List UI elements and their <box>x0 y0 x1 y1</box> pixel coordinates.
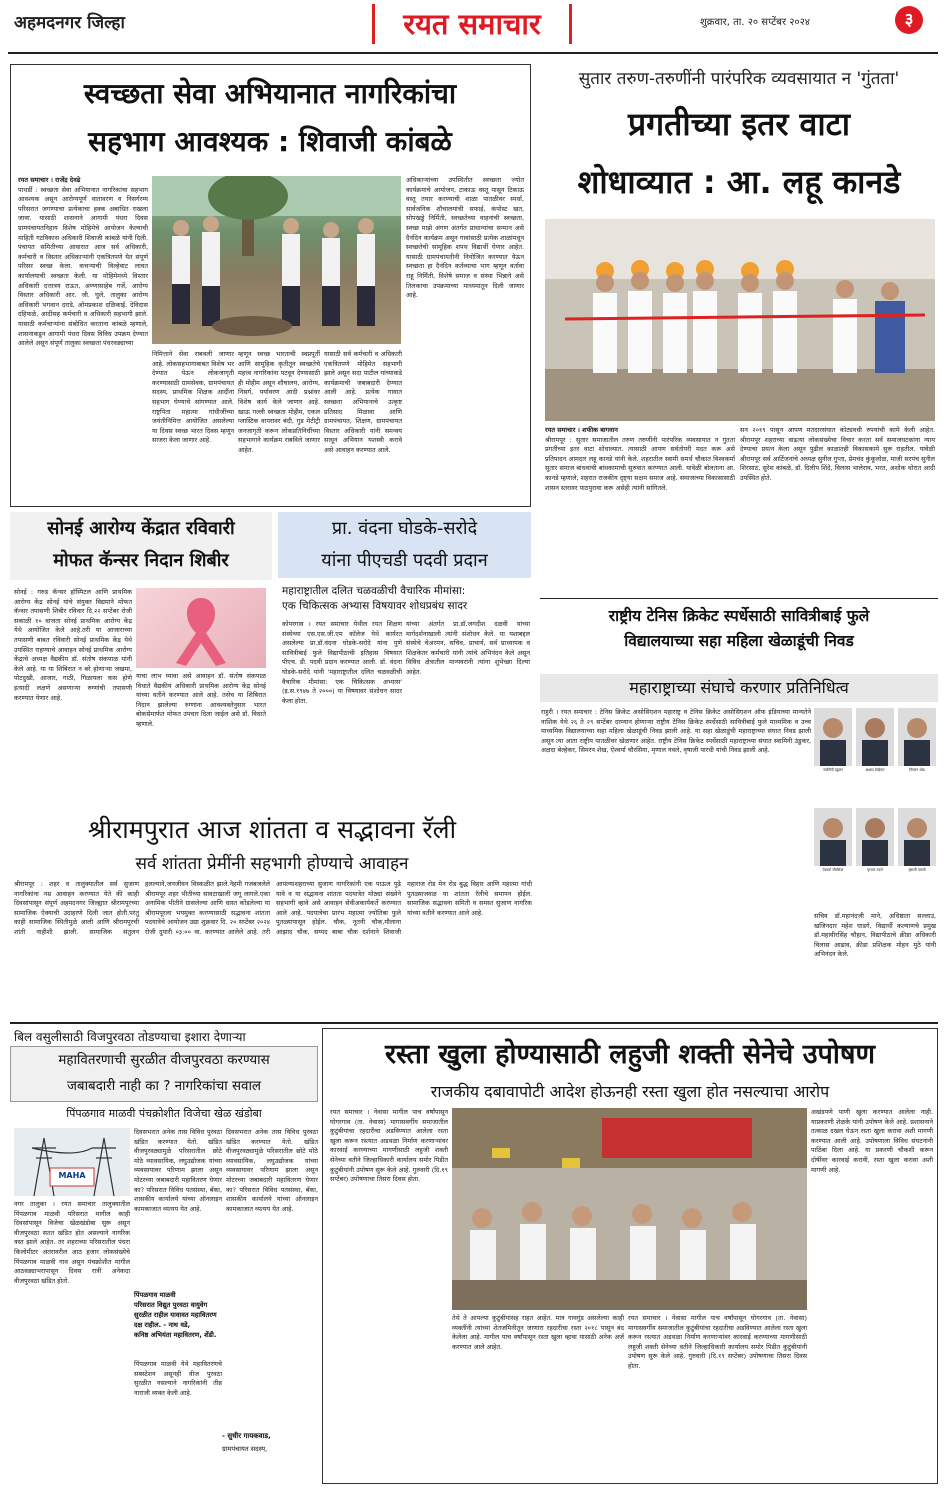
body-text: श्रीरामपूर : सुतार समाजातील तरुण तरुणींनी पारंपरिक व्यवसायात न गुंतता प्रगतीच्या इतर वाटा शोधाव्यात. त्यासाठी आपण सर्वतोपरी मदत करू असे प्रतिपादन आमदार लहू कानडे यांनी केले. शहरातील स्वामी समर्थ चौकात विश्वकर्मा सुतार समाज बांधवांची बांधकामाची सुरुवात करण्यात आली. यावेळी बोलताना आ. कानडे म्हणाले, शहरात राजकीय दृष्ट्या सक्षम समाज आहे. समाजाच्या विकासासाठी शासन स्तरावर पाठपुरावा करू असेही त्यांनी सांगितले. <box>545 435 735 492</box>
sonai-title-1: सोनई आरोग्य केंद्रात रविवारी <box>47 518 235 539</box>
lahuji-col1: रयत समाचार । नेवासा मागील पाच वर्षांपासून घोगरगाव (ता. नेवासा) मागासवर्गीय समाजातील कुटुंबीयांचा रहदारीचा अडविण्यात आलेला रस्ता खुला करून रस्त्यात अडथळा निर्माण करणाऱ्यांवर कारवाई करण्याच्या मागणीसाठी लहुजी शक्ती सेनेच्या वतीने जिल्हाधिकारी कार्यालय समोर पिडीत कुटुंबीयांनी उपोषण सुरू केले आहे. गुरुवारी (दि.१९ सप्टेंबर) उपोषणाचा तिसरा दिवस होता. <box>330 1108 448 1184</box>
article-kanade-kicker: सुतार तरुण-तरुणींनी पारंपरिक व्यवसायात न 'गुंतता' <box>578 69 900 89</box>
cleanup-photo-art <box>152 176 401 344</box>
player-name-6: वृषाली पारधी <box>908 868 926 872</box>
article-swachhata-title-1: स्वच्छता सेवा अभियानात नागरिकांचा <box>83 77 457 110</box>
phd-subtitle-2: एक चिकित्सक अभ्यास विषयावर शोधप्रबंध सादर <box>282 600 468 612</box>
power-quote <box>134 1290 222 1340</box>
paper-title: रयत समाचार <box>372 4 572 44</box>
rule <box>540 598 938 599</box>
rally-body: श्रीरामपूर : शहर व तालुक्यातील सर्व सुजाण नागरिकांना नम्र आवाहन करण्यात येते की काही दिवसांपासून संपूर्ण अहमदनगर जिल्ह्यात श्रीरामपूरच्या सामाजिक ऐक्याची उदाहरणे दिली जात होती.परंतु काही सामाजिक स्थितीमुळे आली आणि श्रीरामपूरची शांती नाहीशी झाली. सामाजिक संतुलन हलल्याने,जनजीवन विस्कळीत झाले.नेहमी गजबजलेले श्रीरामपूर शहर भीतीच्या सावटाखाली जगू लागले.एका अनामिक भीतीने ग्रासलेल्या आणि धास्त कोंडलेल्या या श्रीरामपूरला भयमुक्त करण्यासाठी सद्भावना शांतता पदयात्रेचे आयोजन उद्या शुक्रवार दि. २० सप्टेंबर २०२४ रोजी दुपारी ०३:०० वा. करण्यात आलेले आहे. तरी आपल्याशहराच्या सुजाण नागरिकांनी एक पाऊल पुढे यावे व या सद्भावना शांतता पदयात्रेत मोठ्या संख्येने सहभागी व्हावे असे आवाहन सेवीअकार्यकर्ते करण्यात आले आहे. पदयात्रेचा प्रारंभ महात्मा ज्योतिबा फुले पुतळ्यापासून होईल. चौक, नूतनी चौक,मौलाना आझाद चौक, सय्यद बाबा चौक दर्शनाने शिवाजी महाराज रोड मेन रोड बुद्ध विहार आणि महात्मा गांधी पुतळ्याजवळ या शांतता रॅलीचे समापन होईल. सामाजिक सद्भावना समिती व समस्त सुजाण नागरिक यांच्या वतीने करण्यात आले आहे. <box>14 880 532 936</box>
article-swachhata-col5: यासाठी सर्व कर्मचारी व अधिकारी एकत्रितपणे मोहिमेत सहभागी झाले असून सदा पाटील यांच्याकडे कार्यक्रमाची जबाबदारी देण्यात आली आहे. प्रत्येक गावात स्वच्छता अभियानाचे उत्कृष्ट प्रतिसाद मिळावा आणि ग्रामपंचायत, शिक्षण, ग्रामपंचायत विस्तार अधिकारी यांनी समन्वय साधून अभियान यशस्वी करावे असे आवाहन करण्यात आले. <box>324 350 402 454</box>
power-col3: पिंपळगाव माळवी येथे महावितरणचे सबस्टेशन असूनही वीज पुरवठा सुरळीत नसल्याने नागरिकांनी तीव्र नाराजी व्यक्त केली आहे. <box>134 1360 222 1397</box>
power-subtitle: पिंपळगाव माळवी पंचक्रोशीत विजेचा खेळ खंडोबा <box>66 1107 262 1120</box>
article-kanade-col1 <box>545 426 735 630</box>
quote-line-3: सुरळीत राहील यावावत महावितरण <box>134 1311 217 1319</box>
article-kanade-title-2: शोधाव्यात : आ. लहू कानडे <box>577 163 901 201</box>
page-number: ३ <box>895 6 923 34</box>
player-name-3: सिमरन शेख <box>909 768 925 772</box>
pylon-icon <box>14 1128 130 1196</box>
player-photos <box>814 708 936 908</box>
power-kicker: बिल वसुलीसाठी विजपुरवठा तोडण्याचा इशारा देणाऱ्या <box>14 1030 246 1044</box>
byline: रयत समाचार । राजेंद्र देवढे <box>18 176 81 184</box>
player-photo-2 <box>856 708 894 766</box>
body-text: पाथर्डी : स्वच्छता सेवा अभियानात नागरिकांचा सहभाग आवश्यक असून आरोग्यपूर्ण वातावरण व निसर्गरम्य परिसरात जगण्याचा प्रत्येकाचा हक्क अबाधित राखला जावा. यासाठी शासनाने आगामी पंधरा दिवस ग्रामपंचायतनिहाय विशेष मोहिमेचे आयोजन केल्याची माहिती गटविकास अधिकारी शिवाजी कांबळे यांनी दिली. पंचायत समितीच्या आवारात आज सर्व अधिकारी, कर्मचारी व विस्तार अधिकाऱ्यांनी एकत्रितपणे येत संपूर्ण परिसर स्वच्छ केला. कचऱ्याची विल्हेवाट लावत कार्यालयाची स्वच्छता केली. या मोहिमेमध्ये विस्तार अधिकारी दत्तात्रय राऊत, अण्णासाहेब गर्जे, आरोग्य विस्तार अधिकारी आर. जी. घुले, तालुका आरोग्य अधिकारी भगवान दराडे, ओमप्रकाश दळिकाई, देविदास दहिफळे, आदींसह कर्मचारी व अधिकारी सहभागी झाले. यासाठी कर्मचाऱ्यांना संबोधित करताना कांबळे म्हणाले, शासनाकडून आगामी पंधरा दिवस विविध उपक्रम देण्यात आलेले असून संपूर्ण तालुका स्वच्छता पंधरवड्याच्या <box>18 185 148 348</box>
tennis-body-2: सचिव डॉ.महानंदजी माने, अधिष्ठाता सल्लाउ, खजिनदार महेश घाडगे, विद्यार्थी कल्याणचे प्रमुख डॉ.महावीरसिंह चौहान, विद्यापीठाचे क्रीडा अधिकारी विलास आढाव, क्रीडा प्रशिक्षक मोहन मुठे यांनी अभिनंदन केले. <box>814 912 936 959</box>
rally-title: श्रीरामपुरात आज शांतता व सद्भावना रॅली <box>87 815 457 844</box>
lahuji-col3: रयत समाचार । नेवासा मागील पाच वर्षांपासून घोगरगाव (ता. नेवासा) मागासवर्गीय समाजातील कुटुंबीयांचा रहदारीचा अडविण्यात आलेला रस्ता खुला करून रस्त्यात अडथळा निर्माण करणाऱ्यांवर कारवाई करण्याच्या मागणीसाठी लहुजी शक्ती सेनेच्या वतीने जिल्हाधिकारी कार्यालय समोर पिडीत कुटुंबीयांनी उपोषण सुरू केले आहे. गुरुवारी (दि.१९ सप्टेंबर) उपोषणाचा तिसरा दिवस होता. <box>628 1314 807 1370</box>
phd-col1: कोपरगाव । रयत समाचार येथील रयत शिक्षण संस्थेच्या एस.एस.जी.एम कॉलेज येथे कार्यरत असलेल्या प्रा.डॉ.वंदना घोडके-सरोदे यांना पुणे सावित्रीबाई फुले विद्यापीठाची इतिहास विषयात पीएच. डी. पदवी प्रदान करण्यात आली. डॉ. वंदना घोडके-सरोदे यांनी 'महाराष्ट्रातील दलित चळवळीची वैचारिक मीमांसा: एक चिकित्सक अभ्यास' (इ.स.१९४७ ते २०००) या विषयावर संशोधन सादर केला होता. <box>282 620 402 705</box>
byline: रयत समाचार । शफीक बागवान <box>545 426 618 434</box>
article-kanade-col2: सन २०१९ पासून आपण मतदारसंघात कोट्यवधी रुपयांची कामे केली आहेत. श्रीरामपूर शहराच्या वाढत्या लोकसंख्येचा विचार करता सर्व समाजघटकांना न्याय देण्याचा प्रयत्न केला असून पुढील काळातही विकासकामे सुरू राहतील. यावेळी श्रीरामपूर सर्व आर्टिजनांचे अध्यक्ष सुनील गुप्ता, प्रेमचंद कुंकूलोळ, माजी सरपंच सुनील शिरसाठ, सुरेश कांबळे, डॉ. दिलीप शिंदे, विलास भालेराव, भरत, अशोक थोरात आदी उपस्थित होते. <box>740 426 935 482</box>
quote-line-5: कनिष्ठ अभियंता महावितरण, शेंडी. <box>134 1331 217 1339</box>
lahuji-title: रस्ता खुला होण्यासाठी लहुजी शक्ती सेनेचे उपोषण <box>385 1039 875 1070</box>
lahuji-col2: तेथे ते आपल्या कुटुंबीयांसह राहत आहेत. मात्र गावगुंड असलेल्या काही व्यक्तींनी त्यांच्या शेतजमिनीतून जाणारा रहदारीचा रस्ता २०१८ पासून बंद केलेला आहे. मागील पाच वर्षांपासून रस्ता खुला व्हावा यासाठी अनेक अर्ज करण्यात आले आहेत. <box>452 1314 624 1351</box>
tennis-title-2: विद्यालयाच्या सहा महिला खेळाडूंची निवड <box>624 632 854 650</box>
pink-ribbon-icon <box>136 588 266 668</box>
protest-photo-art <box>452 1108 807 1310</box>
quote-line-1: पिंपळगाव माळवी <box>134 1291 176 1299</box>
power-title-1: महावितरणाची सुरळीत वीजपुरवठा करण्यास <box>58 1053 270 1068</box>
district-label: अहमदनगर जिल्हा <box>14 13 125 33</box>
lahuji-col4: अखंडपणे पाणी खुला करण्यात आलेला नाही. याप्रकरणी शेळके यांनी उपोषण केले आहे. प्रशासनाने तत्काळ दखल घेऊन रस्ता खुला करावा अशी मागणी करण्यात आली आहे. उपोषणाला विविध संघटनांनी पाठिंबा दिला आहे. या प्रकरणी चौकशी करून दोषींवर कारवाई करावी, रस्ता खुला करावा अशी मागणी आहे. <box>811 1108 933 1174</box>
article-swachhata-col1 <box>18 176 148 498</box>
issue-date: शुक्रवार, ता. २० सप्टेंबर २०२४ <box>700 17 811 28</box>
cleanup-photo <box>152 176 401 344</box>
phd-title-1: प्रा. वंदना घोडके-सरोदे <box>331 518 478 539</box>
article-swachhata-col3: निमित्ताने सेवा राबवली जाणार आहे. लोकसहभागाबाबत विशेष भर देण्यात येऊन लोकजागृती करण्यासाठी ग्रामसेवक, ग्रामपंचायत सदस्य, प्राथमिक शिक्षक आदींना सहभाग घेण्याचे सांगण्यात आले. राष्ट्रपिता महात्मा गांधीजींच्या जयंतीनिमित्त आयोजित असलेल्या या दिवस स्वच्छ भारत दिवस म्हणून साजरा केला जाणार आहे. <box>152 350 234 445</box>
inauguration-photo-art <box>545 219 935 421</box>
rally-subtitle: सर्व शांतता प्रेमींनी सहभागी होण्याचे आवाहन <box>135 854 409 874</box>
power-sign-role: ग्रामपंचायत सदस्य, <box>222 1445 268 1453</box>
article-swachhata-col4: म्हणून स्वच्छ भारताची स्वप्नपूर्ती आणि सामूहिक कृतीतून स्वच्छतेचे महत्त्व नागरिकांना पटवून देण्यासाठी ही मोहीम असून शौचालय, आरोग्य, निसर्ग, पर्यावरण आदी प्रश्नांवर विशेष कार्य केले जाणार आहे. खाऊ गल्ली स्वच्छता मोहीम, एकल प्लास्टिक वापरावर बंदी, गुड मेटीट्री जनजागृती करून लोकप्रतिनिधींच्या सहभागाने कार्यक्रम राबविले जाणार आहेत. <box>238 350 320 454</box>
player-name-5: मृणाल नवले <box>867 868 883 872</box>
phd-title-2: यांना पीएचडी पदवी प्रदान <box>321 550 488 571</box>
rule <box>10 1022 938 1024</box>
power-col1: नगर तालुका । रयत समाचार तालुक्यातील पिंपळगाव माळवी परिसरात मागील काही दिवसांपासून विजेचा खेळखंडोबा सुरू असून वीजपुरवठा सतत खंडित होत असल्याने नागरिक त्रस्त झाले आहेत. तर शहराच्या परिसरातील पंधरा किलोमीटर अंतरावरील आठ हजार लोकसंख्येचे पिंपळगाव माळवी गाव असून पंचक्रोशीत मागील आठवड्याभरापासून दिवस रात्री अनेकदा वीजपुरवठा खंडित होतो. <box>14 1200 130 1285</box>
quote-line-2: परिसरात विद्युत पुरवठा वायुवेग <box>134 1301 208 1309</box>
sonai-col1: सोनई : गरुड कॅन्सर हॉस्पिटल आणि प्राथमिक आरोग्य केंद्र सोनई यांचे संयुक्त विद्यमाने मोफत कॅन्सर तपासणी शिबीर रविवार दि.२२ सप्टेंबर रोजी सकाळी १० वाजता सोनई प्राथमिक आरोग्य केंद्र येथे आयोजित केले आहे.तरी या आजाराच्या तपासणी बाबत रविवारी सोनई प्राथमिक केंद्र येथे उपस्थित राहण्याचे आवाहन सोनई प्राथमिक आरोग्य केंद्राचे अध्यक्ष वैद्यकीय डॉ. संतोष संकपाळ यांनी केले आहे. या या शिबिरात न बरे होणाऱ्या जखमा, पोटदुखी, आजार, गाठी, गिळायला त्रास होणे इत्यादी लक्षणे असणाऱ्या रुग्णांची तपासणी करण्यात येणार आहे. <box>14 588 132 702</box>
player-photo-6 <box>898 808 936 866</box>
mahavitaran-logo: MAHA <box>58 1171 86 1180</box>
article-kanade-title-1: प्रगतीच्या इतर वाटा <box>627 105 851 143</box>
power-col2: दिवसभरात अनेक तास विविध पुरवठा खंडित करण्यात येतो. खंडित वीजपुरवठ्यामुळे परिसरातील छोटे मोठे व्यावसायिक, लघुउद्योजक यांच्या व्यवसायावर परिणाम झाला असून मोटरच्या जबाबदारी महावितरण घेणार का? परिसरात विविध पतसंस्था, बँका, शासकीय कार्यालये यांच्या ऑनलाइन कामकाजात व्यत्यय येत आहे. <box>134 1128 222 1213</box>
inauguration-photo <box>545 219 935 421</box>
tennis-body: राहुरी । रयत समाचार : टेनिस क्रिकेट असोसिएशन महाराष्ट्र व टेनिस क्रिकेट असोसिएशन ऑफ इंडियाच्या मान्यतेने नाशिक येथे २६ ते २९ सप्टेंबर दरम्यान होणाऱ्या राष्ट्रीय टेनिस क्रिकेट स्पर्धेसाठी सावित्रीबाई फुले माध्यमिक व उच्च माध्यमिक विद्यालयाच्या सहा महिला खेळाडूंची निवड झाली आहे. या सहा खेळाडूंची महाराष्ट्राच्या संघात निवड झाली असून त्या आता राष्ट्रीय पातळीवर खेळणार आहेत. राष्ट्रीय टेनिस क्रिकेट स्पर्धेसाठी महाराष्ट्राच्या संघात स्वामिनी उंडुकर, अक्षदा बेल्हेकर, सिमरन शेख, ऐश्वर्या चौरसिया, मृणाल नवले, वृषाली पारधी यांची निवड झाली आहे. <box>541 708 811 755</box>
player-name-4: ऐश्वर्या चौरसिया <box>822 868 844 872</box>
article-swachhata-col2: अधिकाऱ्यांच्या उपस्थितीत स्वच्छता ज्योत कार्यक्रमाचे आयोजन, टाकाऊ वस्तू पासून टिकाऊ वस्तू तयार करण्याची शाळा पातळीवर स्पर्धा, सार्वजनिक शौचालयांची सफाई, कंपोस्ट खत, सोपखड्डे निर्मिती, स्वच्छतेच्या वाहनांची स्वच्छता, स्वच्छ माझे अंगण अंतर्गत प्राधान्यांचा सन्मान असे दैनंदिन कार्यक्रम असून गावांसाठी प्रत्येक शाळांमधून स्वच्छतेची सामूहिक शपथ विद्यार्थी घेणार आहेत. यासाठी ग्रामपंचायतीनी नियोजित करण्यात येऊन स्वच्छता हा दैनंदिन कर्तव्याचा भाग म्हणून वर्तावा राहू निर्मिती, विशेषे समाज व संस्था भिन्नाने असे तिलकाचा उपक्रमाच्या माध्यमातून दिली जाणार आहे. <box>406 176 524 300</box>
player-photo-5 <box>856 808 894 866</box>
player-photo-4 <box>814 808 852 866</box>
phd-col2: यांच्या अंतर्गत प्रा.डॉ.जगदीश दळवी यांच्या मार्गदर्शनाखाली त्यांनी संशोधन केले. या यशाबद्दल संस्थेचे चेअरमन, सचिव, प्राचार्य, सर्व प्राध्यापक व शिक्षकेतर कर्मचारी यांनी त्यांचे अभिनंदन केले असून विविध क्षेत्रातील मान्यवरांनी त्यांना शुभेच्छा दिल्या आहेत. <box>406 620 530 676</box>
power-col4: दिवसभरात अनेक तास विविध पुरवठा खंडित करण्यात येतो. खंडित वीजपुरवठ्यामुळे परिसरातील छोटे मोठे व्यावसायिक, लघुउद्योजक यांच्या व्यवसायावर परिणाम झाला असून मोटरच्या जबाबदारी महावितरण घेणार का? परिसरात विविध पतसंस्था, बँका, शासकीय कार्यालये यांच्या ऑनलाइन कामकाजात व्यत्यय येत आहे. <box>226 1128 318 1213</box>
sonai-col2: याचा लाभ घ्यावा असे आवाहन डॉ. संतोष संकपाळ विधाते वैद्यकीय अधिकारी प्राथमिक आरोग्य केंद्र सोनई यांच्या वतीने करण्यात आले आहे. तसेच या शिबिरात निदान झालेल्या रुग्णांना आवश्यक्तेनुसार भारत बोकसेमार्फत मोफत उपचार दिला जाईल असे डॉ. विधाते म्हणाले. <box>136 672 266 728</box>
player-photo-3 <box>898 708 936 766</box>
phd-subtitle-1: महाराष्ट्रातील दलित चळवळीची वैचारिक मीमांसा: <box>282 585 466 597</box>
quote-line-4: दक्ष राहील. - नाथ वडे, <box>134 1321 191 1329</box>
player-photo-1 <box>814 708 852 766</box>
player-name-2: अक्षदा बेल्हेकर <box>865 768 885 772</box>
pink-ribbon-photo <box>136 588 266 668</box>
sonai-title-2: मोफत कॅन्सर निदान शिबीर <box>53 550 229 571</box>
tennis-title-1: राष्ट्रीय टेनिस क्रिकेट स्पर्धेसाठी सावित्रीबाई फुले <box>608 607 870 625</box>
masthead-rule <box>8 52 938 54</box>
tennis-subtitle: महाराष्ट्राच्या संघाचे करणार प्रतिनिधित्व <box>540 674 938 702</box>
pylon-photo <box>14 1128 130 1196</box>
article-swachhata-title-2: सहभाग आवश्यक : शिवाजी कांबळे <box>88 125 452 158</box>
player-name-1: स्वामिनी उंडुकर <box>823 768 843 772</box>
protest-photo <box>452 1108 807 1310</box>
power-sign: - सुधीर गायकवाड, <box>222 1432 271 1440</box>
power-title-2: जबाबदारी नाही का ? नागरिकांचा सवाल <box>67 1079 261 1094</box>
lahuji-subtitle: राजकीय दबावापोटी आदेश होऊनही रस्ता खुला होत नसल्याचा आरोप <box>430 1082 830 1101</box>
